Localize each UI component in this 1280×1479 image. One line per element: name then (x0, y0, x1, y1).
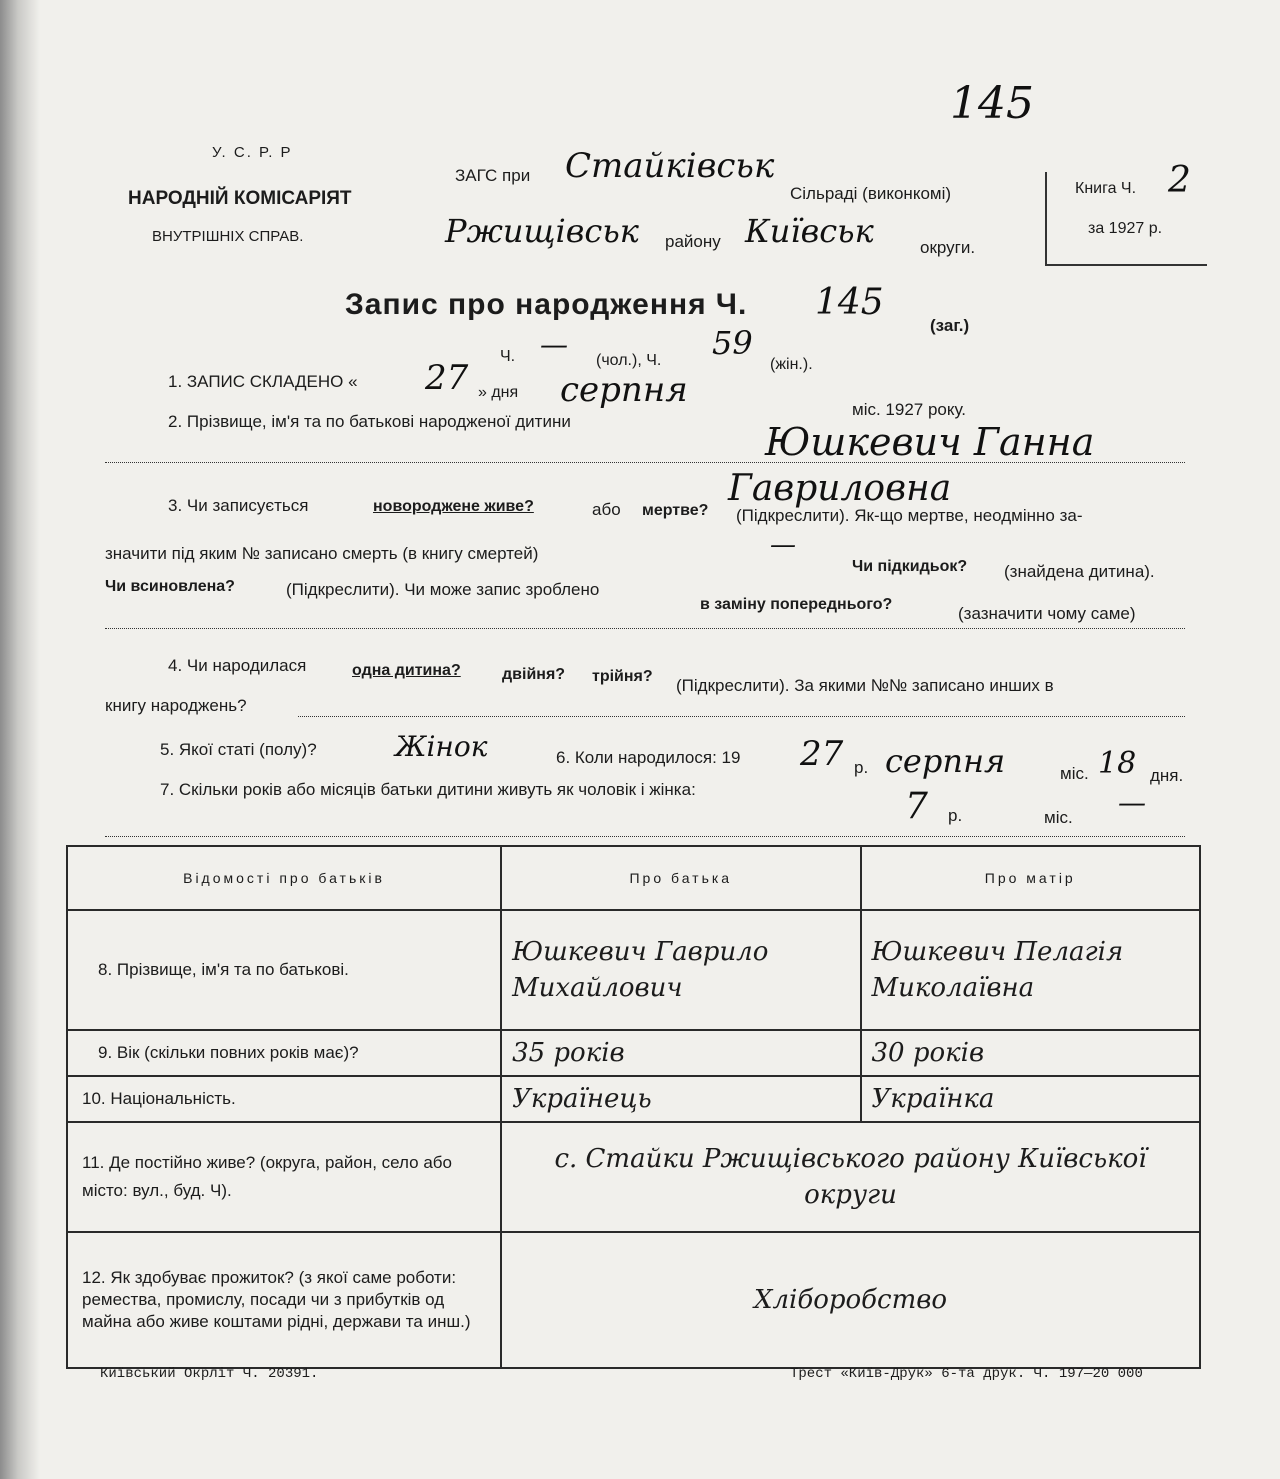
q1-day: 27 (425, 358, 469, 398)
binding-edge (0, 0, 40, 1479)
row-label: 10. Національність. (67, 1076, 501, 1122)
table-row (67, 1122, 1200, 1232)
record-number: 145 (815, 282, 884, 323)
q1-suffix: міс. 1927 року. (852, 400, 967, 419)
q1-month: серпня (560, 370, 688, 410)
male-count: — (540, 328, 568, 361)
residence: с. Стайки Ржищівського району Київської округи (501, 1122, 1200, 1232)
header-father: Про батька (501, 846, 860, 910)
q1-label: 1. ЗАПИС СКЛАДЕНО « (168, 372, 358, 391)
q1-mid: » дня (478, 384, 519, 401)
q3-foundling: Чи підкидьок? (852, 558, 968, 575)
row-label: 11. Де постійно живе? (округа, район, село або місто: вул., буд. Ч). (67, 1122, 501, 1232)
q3-line1-e: (Підкреслити). Як-що мертве, неодмінно за- (736, 506, 1083, 525)
footer-right: Трест «Київ-Друк» 6-та друк. Ч. 197—20 000 (790, 1366, 1143, 1382)
zags-place: Стайківськ (565, 146, 775, 186)
table-row (67, 1076, 1200, 1122)
okruga-suffix: округи. (920, 238, 976, 257)
q3-line1-c: або (592, 500, 621, 519)
q4-twins: двійня? (502, 666, 566, 683)
mother-age: 30 років (861, 1030, 1201, 1076)
q2-name-line2: Гавриловна (728, 468, 952, 509)
district-suffix: району (665, 232, 721, 251)
table-header-row (67, 846, 1200, 910)
q3-alive: новороджене живе? (373, 498, 534, 515)
q2-fill-line (105, 462, 1185, 463)
q7-mis: міс. (1044, 808, 1073, 827)
q6-mis: міс. (1060, 764, 1089, 783)
okruga-name: Київськ (745, 212, 874, 250)
header-mother: Про матір (861, 846, 1201, 910)
book-number: 2 (1168, 160, 1191, 201)
q7-label: 7. Скільки років або місяців батьки дитини живуть як чоловік і жінка: (160, 780, 696, 799)
q3-line2-a: значити під яким № записано смерть (в книгу смертей) (105, 544, 539, 563)
parents-table (66, 845, 1201, 1369)
record-suffix: (заг.) (930, 316, 970, 335)
q2-label: 2. Прізвище, ім'я та по батькові народженої дитини (168, 412, 571, 431)
father-age: 35 років (501, 1030, 860, 1076)
q3-replacement: в заміну попереднього? (700, 596, 893, 613)
q6-year: 27 (800, 734, 844, 774)
q6-suffix: дня. (1150, 766, 1184, 785)
count-ch: Ч. (500, 348, 516, 365)
father-nationality: Українець (501, 1076, 860, 1122)
q3-fill-line (105, 628, 1185, 629)
male-label: (чол.), Ч. (596, 352, 662, 369)
q4-line2: книгу народжень? (105, 696, 247, 715)
q3-line3-b: (Підкреслити). Чи може запис зроблено (286, 580, 600, 599)
book-year: за 1927 р. (1088, 220, 1163, 237)
footer-left: Київський Окрліт Ч. 20391. (100, 1366, 319, 1382)
row-label: 8. Прізвище, ім'я та по батькові. (67, 910, 501, 1030)
q3-line2-val: — (770, 530, 796, 560)
mother-nationality: Українка (861, 1076, 1201, 1122)
commissariat-label: НАРОДНІЙ КОМІСАРІЯТ (128, 188, 352, 209)
record-title: Запис про народження Ч. (345, 288, 748, 321)
father-name: Юшкевич Гаврило Михайлович (501, 910, 860, 1030)
q4-single: одна дитина? (352, 662, 461, 679)
q7-r: р. (948, 806, 963, 825)
q3-dead: мертве? (642, 502, 709, 519)
zags-prefix: ЗАГС при (455, 166, 531, 185)
q5-value: Жінок (395, 730, 488, 763)
table-row (67, 1232, 1200, 1368)
q5-label: 5. Якої статі (полу)? (160, 740, 317, 759)
female-count: 59 (712, 324, 753, 362)
book-label: Книга Ч. (1075, 180, 1137, 197)
q4-fill-line (298, 716, 1185, 717)
page-number: 145 (950, 78, 1034, 129)
mother-name: Юшкевич Пелагія Миколаївна (861, 910, 1201, 1030)
district-name: Ржищівськ (445, 212, 639, 250)
q6-r: р. (854, 758, 869, 777)
q6-day: 18 (1098, 746, 1137, 781)
q3-line3-d: (зазначити чому саме) (958, 604, 1136, 623)
header-info: Відомості про батьків (67, 846, 501, 910)
q3-adopted: Чи всиновлена? (105, 578, 235, 595)
female-label: (жін.). (770, 356, 813, 373)
zags-suffix: Сільраді (виконкомі) (790, 184, 952, 203)
q2-name-line1: Юшкевич Ганна (765, 420, 1095, 464)
table-row (67, 910, 1200, 1030)
ussr-label: У. С. Р. Р (212, 144, 293, 161)
q7-months: — (1118, 786, 1146, 819)
table-row (67, 1030, 1200, 1076)
q4-line1-e: (Підкреслити). За якими №№ записано инших в (676, 676, 1054, 695)
q6-month: серпня (885, 742, 1006, 780)
occupation: Хліборобство (501, 1232, 1200, 1368)
row-label: 9. Вік (скільки повних років має)? (67, 1030, 501, 1076)
q4-line1-a: 4. Чи народилася (168, 656, 307, 675)
q3-line1-a: 3. Чи записується (168, 496, 309, 515)
dept-label: ВНУТРІШНІХ СПРАВ. (152, 228, 304, 245)
q7-years: 7 (905, 786, 928, 827)
row-label: 12. Як здобуває прожиток? (з якої саме роботи: ремества, промислу, посади чи з прибутків од майна або живе коштами рідні, держави та инш.) (67, 1232, 501, 1368)
q6-label: 6. Коли народилося: 19 (556, 748, 741, 767)
q7-fill-line (105, 836, 1185, 837)
q4-triplets: трійня? (592, 668, 653, 685)
q3-line2-c: (знайдена дитина). (1004, 562, 1155, 581)
